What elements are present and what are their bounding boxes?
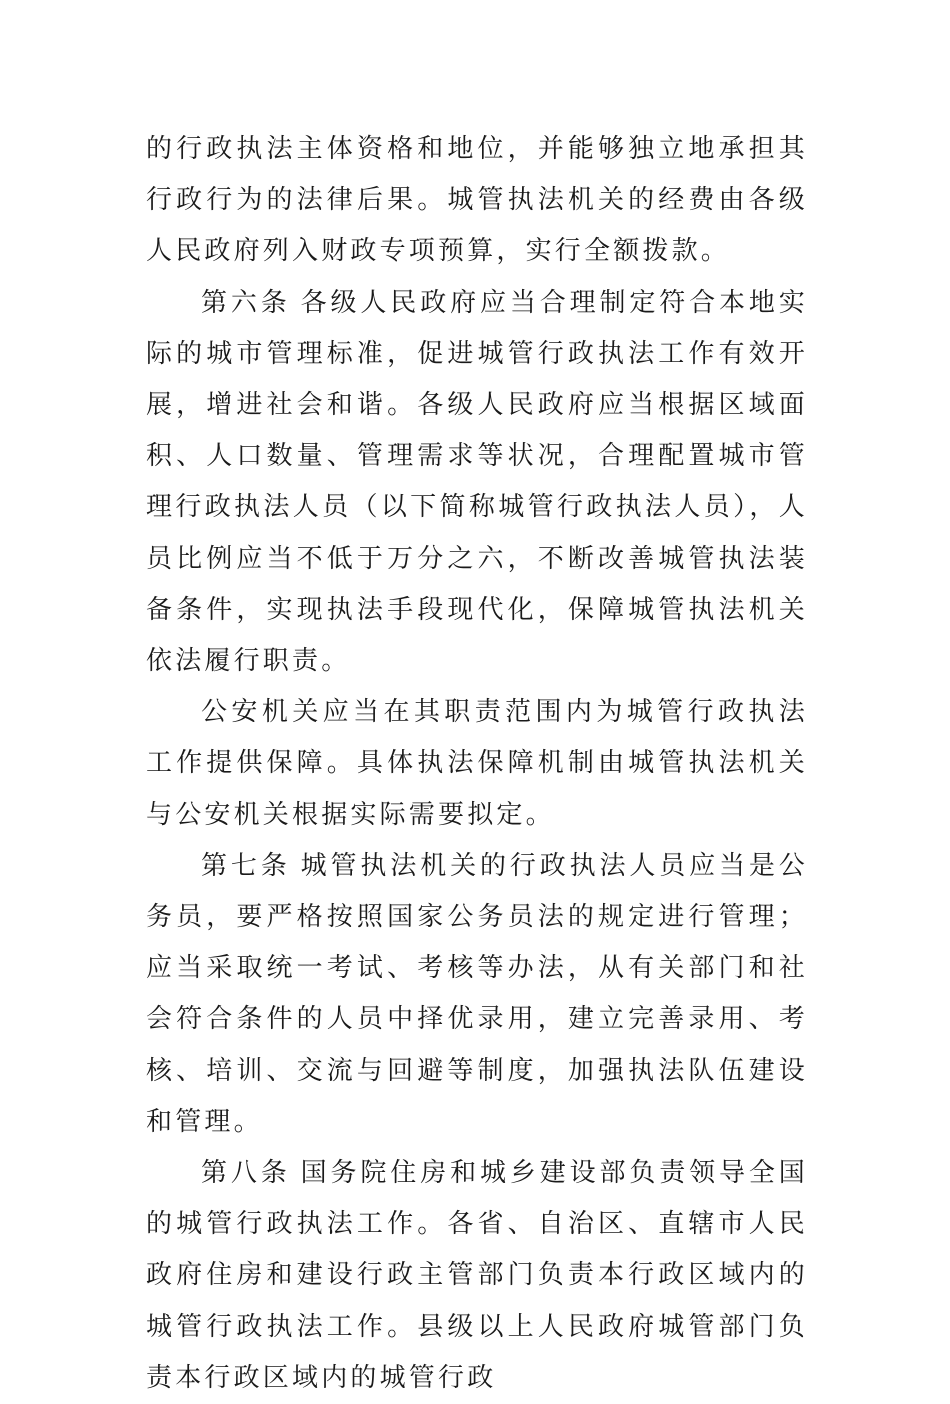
paragraph-text: 各级人民政府应当合理制定符合本地实际的城市管理标准，促进城管行政执法工作有效开展，增进社会和谐。各级人民政府应当根据区域面积、人口数量、管理需求等状况，合理配置城市管理行政执法人员（以下简称城管行政执法人员），人员比例应当不低于万分之六，不断改善城管执法装备条件，实现执法手段现代化，保障城管执法机关依法履行职责。 (146, 287, 808, 677)
paragraph-article-6 (146, 278, 808, 688)
article-label: 第八条 (201, 1158, 291, 1189)
paragraph-police-support (146, 687, 808, 841)
paragraph-text: 的行政执法主体资格和地位，并能够独立地承担其行政行为的法律后果。城管执法机关的经费由各级人民政府列入财政专项预算，实行全额拨款。 (146, 134, 808, 267)
article-label: 第六条 (201, 287, 291, 318)
paragraph-article-8 (146, 1148, 808, 1404)
paragraph-continuation (146, 124, 808, 278)
paragraph-text: 公安机关应当在其职责范围内为城管行政执法工作提供保障。具体执法保障机制由城管执法机关与公安机关根据实际需要拟定。 (146, 697, 808, 830)
document-body (146, 124, 808, 1404)
paragraph-article-7 (146, 841, 808, 1148)
paragraph-text: 城管执法机关的行政执法人员应当是公务员，要严格按照国家公务员法的规定进行管理；应当采取统一考试、考核等办法，从有关部门和社会符合条件的人员中择优录用，建立完善录用、考核、培训、交流与回避等制度，加强执法队伍建设和管理。 (146, 850, 808, 1137)
article-label: 第七条 (201, 850, 291, 881)
paragraph-text: 国务院住房和城乡建设部负责领导全国的城管行政执法工作。各省、自治区、直辖市人民政府住房和建设行政主管部门负责本行政区域内的城管行政执法工作。县级以上人民政府城管部门负责本行政区域内的城管行政 (146, 1158, 808, 1393)
